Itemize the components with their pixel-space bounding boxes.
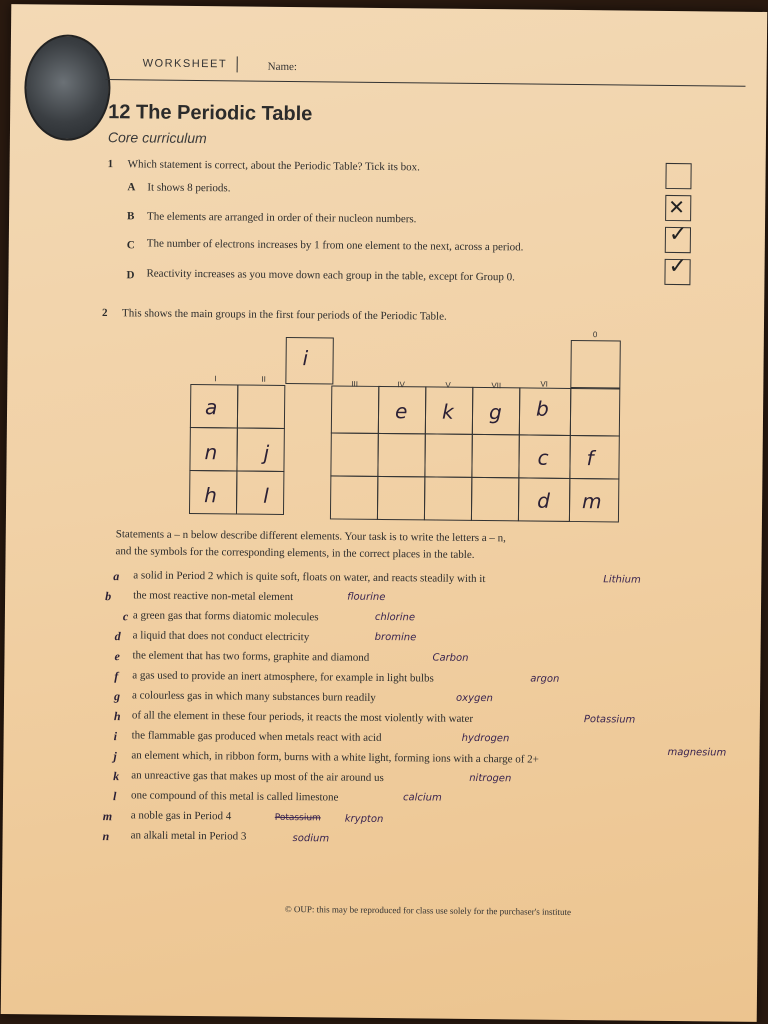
q1-option-c-letter: C	[126, 239, 135, 252]
q1-number: 1	[107, 158, 114, 171]
statement-letter: h	[113, 709, 121, 724]
table-cell[interactable]	[237, 384, 285, 429]
answer-text: hydrogen	[461, 732, 510, 745]
statement-text: an element which, in ribbon form, burns with a white light, forming ions with a charge of 2+	[131, 749, 539, 766]
answer-text: Lithium	[603, 574, 641, 586]
cell-letter: d	[537, 488, 550, 513]
table-cell[interactable]	[236, 427, 284, 472]
q1-option-d-letter: D	[126, 269, 135, 282]
statement-text: of all the element in these four periods, it reacts the most violently with water	[131, 709, 474, 725]
answer-text: sodium	[292, 833, 330, 845]
statement-text: a noble gas in Period 4	[130, 809, 232, 823]
cell-letter: g	[488, 400, 502, 425]
answer-text: calcium	[402, 792, 442, 804]
statement-text: a colourless gas in which many substances burn readily	[132, 689, 376, 704]
name-label: Name:	[267, 60, 298, 74]
cell-letter: n	[204, 440, 218, 465]
statement-letter: g	[113, 689, 121, 704]
table-cell[interactable]	[519, 387, 571, 436]
table-cell[interactable]	[471, 434, 519, 479]
cell-letter: b	[535, 396, 549, 421]
instructions-line-2: and the symbols for the corresponding elements, in the correct places in the table.	[115, 545, 475, 561]
answer-text: Carbon	[432, 652, 469, 664]
statement-letter: c	[122, 609, 129, 624]
table-cell[interactable]	[424, 476, 472, 521]
cell-letter: a	[204, 395, 218, 420]
q2-text: This shows the main groups in the first four periods of the Periodic Table.	[122, 307, 447, 323]
table-cell[interactable]	[424, 433, 472, 478]
table-cell[interactable]	[190, 384, 238, 429]
table-cell[interactable]	[189, 470, 237, 515]
statement-letter: l	[112, 789, 117, 804]
worksheet-logo	[24, 34, 111, 141]
cell-letter: i	[302, 346, 309, 371]
answer-text: argon	[530, 673, 560, 685]
q1-option-b-checkbox[interactable]	[665, 195, 691, 221]
cell-letter: c	[537, 445, 549, 470]
statement-text: an unreactive gas that makes up most of the air around us	[131, 769, 384, 785]
statement-letter: m	[102, 809, 113, 824]
q1-text: Which statement is correct, about the Periodic Table? Tick its box.	[127, 158, 420, 174]
answer-text: magnesium	[667, 746, 727, 759]
statement-text: an alkali metal in Period 3	[130, 829, 247, 843]
header-rule	[106, 79, 746, 87]
page-subtitle: Core curriculum	[107, 129, 207, 147]
answer-text: bromine	[374, 631, 417, 644]
group-label-7: VII	[491, 381, 502, 391]
table-cell-helium[interactable]	[570, 340, 620, 389]
answer-text: oxygen	[456, 692, 493, 705]
cell-letter: j	[263, 440, 270, 465]
group-label-1: I	[214, 374, 217, 384]
table-cell[interactable]	[378, 386, 427, 435]
table-cell[interactable]	[331, 385, 380, 434]
statement-text: the element that has two forms, graphite and diamond	[132, 649, 370, 664]
group-label-0: 0	[592, 330, 598, 340]
answer-text: nitrogen	[469, 772, 512, 785]
statement-text: a solid in Period 2 which is quite soft, floats on water, and reacts steadily with it	[133, 569, 486, 586]
table-cell[interactable]	[330, 432, 378, 477]
statement-letter: j	[113, 749, 117, 764]
cell-letter: f	[586, 446, 594, 471]
table-cell[interactable]	[471, 477, 519, 522]
table-cell[interactable]	[377, 433, 425, 478]
q1-option-c-text: The number of electrons increases by 1 from one element to the next, across a period.	[146, 237, 524, 254]
worksheet-page	[1, 4, 768, 1022]
statement-text: the flammable gas produced when metals react with acid	[131, 729, 382, 744]
statement-text: one compound of this metal is called limestone	[130, 789, 339, 804]
q1-option-d-checkbox[interactable]	[664, 253, 690, 285]
table-cell[interactable]	[189, 427, 237, 472]
statement-text: a green gas that forms diatomic molecules	[132, 609, 319, 624]
instructions-line-1: Statements a – n below describe different elements. Your task is to write the letters a – n,	[115, 528, 507, 545]
q1-option-c-checkbox[interactable]	[665, 221, 691, 253]
answer-text: krypton	[344, 813, 384, 826]
table-cell[interactable]	[377, 476, 425, 521]
group-label-6: VI	[540, 379, 548, 389]
cell-letter: e	[394, 399, 408, 424]
q1-option-a-letter: A	[127, 181, 136, 194]
struck-answer: Potassium	[274, 812, 321, 824]
q1-option-b-text: The elements are arranged in order of their nucleon numbers.	[147, 210, 417, 226]
statement-letter: i	[113, 729, 118, 744]
answer-text: Potassium	[583, 714, 636, 726]
table-cell[interactable]	[518, 477, 570, 522]
cell-letter: k	[441, 399, 454, 424]
group-label-3: III	[351, 379, 359, 389]
q1-option-b-letter: B	[127, 210, 135, 223]
statement-text: a liquid that does not conduct electricity	[132, 629, 310, 644]
statement-text: a gas used to provide an inert atmosphere, for example in light bulbs	[132, 669, 434, 685]
table-cell[interactable]	[570, 388, 620, 437]
page-title: 12 The Periodic Table	[108, 101, 313, 126]
group-label-4: IV	[397, 380, 405, 390]
tick-icon: ✓	[668, 253, 688, 280]
group-label-2: II	[261, 374, 266, 384]
group-label-5: V	[445, 380, 451, 390]
table-cell[interactable]	[330, 475, 378, 520]
scribble-mark: ✕	[668, 194, 686, 220]
statement-letter: d	[114, 629, 121, 644]
cell-letter: m	[582, 489, 602, 514]
statement-text: the most reactive non-metal element	[133, 589, 294, 604]
q2-number: 2	[102, 307, 108, 320]
answer-text: chlorine	[374, 611, 416, 624]
statement-letter: f	[114, 669, 119, 684]
statement-letter: k	[113, 769, 120, 784]
table-cell[interactable]	[569, 435, 619, 480]
cell-letter: l	[263, 483, 269, 508]
statement-letter: n	[102, 829, 110, 844]
table-cell[interactable]	[425, 386, 474, 435]
table-cell[interactable]	[472, 387, 521, 436]
copyright-footer: © OUP: this may be reproduced for class use solely for the purchaser's institute	[284, 903, 572, 917]
statement-letter: e	[114, 649, 120, 664]
worksheet-label: WORKSHEET	[133, 55, 239, 72]
statement-letter: b	[105, 589, 112, 604]
table-cell[interactable]	[236, 470, 284, 515]
answer-text: flourine	[347, 591, 386, 604]
cell-letter: h	[204, 483, 217, 508]
table-cell[interactable]	[569, 478, 619, 523]
statement-letter: a	[113, 569, 120, 584]
q1-option-a-text: It shows 8 periods.	[147, 181, 231, 195]
table-cell[interactable]	[518, 434, 570, 479]
q1-option-d-text: Reactivity increases as you move down each group in the table, except for Group 0.	[146, 267, 515, 284]
tick-icon: ✓	[668, 221, 688, 248]
q1-option-a-checkbox[interactable]	[665, 163, 691, 189]
table-cell-hydrogen[interactable]	[285, 337, 333, 385]
